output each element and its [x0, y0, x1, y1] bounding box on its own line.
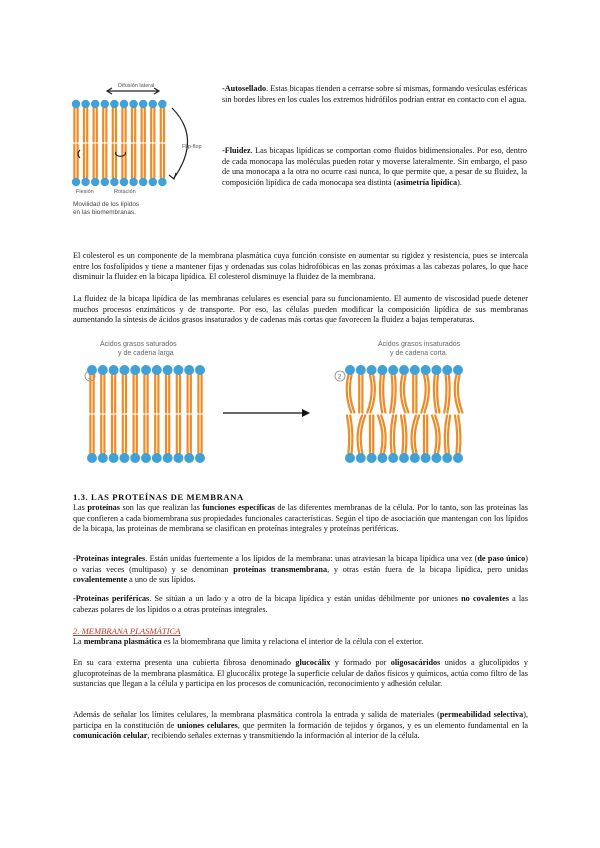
saturated-lipid-head — [119, 365, 129, 375]
unsaturated-lipid-tail — [350, 375, 354, 413]
mobility-lipid-head — [91, 100, 99, 108]
saturated-lipid-head — [141, 365, 151, 375]
saturated-label-line1: Ácidos grasos saturados — [100, 341, 177, 348]
unsaturated-lipid-head — [421, 453, 431, 463]
fluidez-paragraph: -Fluidez. Las bicapas lipídicas se comportan como fluidos bidimensionales. Por eso, dentro de cada monocapa las moléculas pueden rotar y moverse lateralmente. Sin embargo, el paso de una monocapa a la otra no ocurre casi nunca, lo que permite que, a pesar de su fluidez, la composición lipídica de cada monocapa sea distinta (asimetría lipídica). — [222, 146, 527, 187]
unsaturated-lipid-head — [356, 365, 366, 375]
flexion-label: Flexión — [76, 189, 94, 195]
membrana-paragraph-1: La membrana plasmática es la biomembrana que limita y relaciona el interior de la célula con el exterior. — [73, 637, 424, 646]
membrana-heading: 2. MEMBRANA PLASMÁTICA — [73, 626, 181, 636]
proteinas-heading: 1.3. LAS PROTEÍNAS DE MEMBRANA — [73, 492, 244, 502]
unsaturated-lipid-tail — [455, 416, 457, 454]
figure1-caption: Movilidad de los lípidos en las biomembranas. — [73, 201, 140, 216]
saturated-lipid-head — [173, 365, 183, 375]
saturated-lipid-head — [173, 453, 183, 463]
saturated-lipid-head — [87, 453, 97, 463]
unsaturated-lipid-head — [356, 453, 366, 463]
unsaturated-bilayer — [345, 365, 463, 463]
mobility-lipid-head — [120, 100, 128, 108]
mobility-lipid-head — [129, 178, 137, 186]
funciones-membrana-paragraph: Además de señalar los límites celulares, la membrana plasmática controla la entrada y salida de materiales (permeabilidad selectiva), participa en la constitución de uniones celulares, que permiten la formación de tejidos y órganos, y es un elemento fundamental en la comunicación celular, recibiendo señales externas y transmitiendo la información al interior de la célula. — [73, 710, 528, 741]
unsaturated-lipid-head — [388, 365, 398, 375]
unsaturated-lipid-head — [399, 365, 409, 375]
saturated-lipid-head — [184, 453, 194, 463]
autosellado-paragraph: -Autosellado. Estas bicapas tienden a cerrarse sobre sí mismas, formando vesículas esféricas sin bordes libres en los cuales los extremos hidrófilos podrían entrar en contacto con el agua. — [222, 84, 527, 104]
saturated-lipid-head — [152, 365, 162, 375]
unsaturated-lipid-tail — [444, 375, 446, 413]
unsaturated-lipid-tail — [383, 375, 385, 413]
unsaturated-lipid-head — [453, 365, 463, 375]
mobility-lipid-head — [120, 178, 128, 186]
unsaturated-lipid-head — [345, 365, 355, 375]
mobility-lipid-head — [149, 100, 157, 108]
mobility-lipid-head — [139, 100, 147, 108]
mobility-lipid-head — [72, 100, 80, 108]
saturated-lipid-head — [98, 453, 108, 463]
unsaturated-lipid-tail — [432, 416, 436, 454]
unsaturated-lipid-tail — [391, 416, 393, 454]
lipid-bilayer-diagram — [72, 100, 167, 186]
transition-arrowhead — [302, 409, 310, 417]
saturated-lipid-head — [195, 365, 205, 375]
unsaturated-lipid-tail — [404, 375, 408, 413]
glucocalix-paragraph: En su cara externa presenta una cubierta fibrosa denominado glucocálix y formado por oligosacáridos unidos a glucolípidos y glucoproteínas de la membrana plasmática. El glucocálix protege la superficie celular de daños físicos y químicos, actúa como filtro de las sustancias que llegan a la célula y participa en los procesos de comunicación, reconocimiento y adhesión celular. — [73, 658, 528, 689]
unsaturated-lipid-tail — [350, 416, 352, 454]
unsaturated-lipid-tail — [347, 416, 349, 454]
saturated-lipid-head — [109, 453, 119, 463]
colesterol-paragraph: El colesterol es un componente de la membrana plasmática cuya función consiste en aumentar su rigidez y resistencia, pues se intercala entre los fosfolípidos y tiene a mantener fijas y ordenadas sus colas hidrofóbicas en las zonas próximas a las cabezas polares, lo que hace disminuir la fluidez en la bicapa lipídica. El colesterol disminuye la fluidez de la membrana. — [73, 251, 528, 282]
unsaturated-lipid-tail — [367, 375, 371, 413]
mobility-lipid-head — [139, 178, 147, 186]
unsaturated-lipid-tail — [447, 375, 449, 413]
saturated-lipid-head — [119, 453, 129, 463]
unsaturated-lipid-head — [377, 453, 387, 463]
unsaturated-lipid-tail — [390, 375, 392, 413]
mobility-lipid-head — [110, 100, 118, 108]
unsaturated-lipid-tail — [380, 375, 382, 413]
unsaturated-lipid-tail — [437, 375, 439, 413]
fatty-acid-comparison-figure — [78, 336, 528, 478]
unsaturated-lipid-head — [453, 453, 463, 463]
unsaturated-lipid-tail — [458, 375, 462, 413]
unsaturated-lipid-head — [421, 365, 431, 375]
proteinas-paragraph-1: Las proteínas son las que realizan las funciones específicas de las diferentes membranas de la célula. Por lo tanto, son las proteínas las que confieren a cada biomembrana sus propiedades funcionales características. Según el tipo de asociación que mantengan con los lípidos de la bicapa, las proteínas de membrana se clasifican en proteínas integrales y proteínas periféricas. — [73, 503, 528, 534]
unsaturated-lipid-tail — [394, 416, 396, 454]
unsaturated-label-line1: Ácidos grasos insaturados — [378, 341, 461, 348]
unsaturated-label-line2: y de cadena corta. — [390, 350, 448, 357]
viscosidad-paragraph: La fluidez de la bicapa lipídica de las membranas celulares es esencial para su funcionamiento. El aumento de viscosidad puede detener muchos procesos enzimáticos y de transporte. Por eso, las células pueden modificar la composición lipídica de sus membranas aumentando la síntesis de ácidos grasos insaturados y de cadenas más cortas que favorecen la fluidez a bajas temperaturas. — [73, 294, 528, 325]
lateral-diffusion-label: Difusión lateral — [118, 83, 155, 89]
mobility-lipid-head — [129, 100, 137, 108]
unsaturated-lipid-tail — [361, 416, 365, 454]
unsaturated-lipid-tail — [378, 416, 382, 454]
saturated-lipid-head — [141, 453, 151, 463]
mobility-lipid-head — [149, 178, 157, 186]
unsaturated-lipid-head — [442, 365, 452, 375]
mobility-lipid-head — [110, 178, 118, 186]
svg-text:1: 1 — [88, 374, 92, 381]
unsaturated-lipid-head — [367, 365, 377, 375]
unsaturated-lipid-head — [388, 453, 398, 463]
unsaturated-lipid-tail — [458, 416, 460, 454]
unsaturated-lipid-tail — [401, 416, 403, 454]
unsaturated-lipid-tail — [415, 416, 419, 454]
flip-flop-label: Flip-flop — [182, 144, 202, 150]
flip-flop-arrow — [172, 108, 188, 178]
unsaturated-lipid-head — [410, 453, 420, 463]
saturated-lipid-head — [130, 453, 140, 463]
rotation-label: Rotación — [114, 189, 136, 195]
mobility-lipid-head — [101, 100, 109, 108]
unsaturated-lipid-tail — [393, 375, 395, 413]
saturated-lipid-head — [98, 365, 108, 375]
saturated-lipid-head — [163, 453, 173, 463]
saturated-lipid-head — [184, 365, 194, 375]
saturated-label-line2: y de cadena larga — [118, 350, 174, 357]
saturated-lipid-head — [87, 365, 97, 375]
unsaturated-lipid-head — [367, 453, 377, 463]
mobility-lipid-head — [81, 178, 89, 186]
svg-text:2: 2 — [338, 374, 342, 381]
unsaturated-lipid-tail — [404, 416, 406, 454]
saturated-bilayer — [87, 365, 205, 463]
unsaturated-lipid-head — [377, 365, 387, 375]
saturated-lipid-head — [109, 365, 119, 375]
proteinas-integrales-paragraph: -Proteínas integrales. Están unidas fuertemente a los lípidos de la membrana: unas atraviesan la bicapa lipídica una vez (de paso único) o varias veces (multipaso) y se denominan proteínas transmembrana, y otras están fuera de la bicapa lipídica, pero unidas covalentemente a uno de sus lípidos. — [73, 554, 528, 585]
saturated-lipid-head — [152, 453, 162, 463]
unsaturated-lipid-head — [431, 453, 441, 463]
mobility-lipid-head — [158, 100, 166, 108]
mobility-lipid-head — [81, 100, 89, 108]
unsaturated-lipid-head — [345, 453, 355, 463]
mobility-lipid-head — [101, 178, 109, 186]
unsaturated-lipid-head — [431, 365, 441, 375]
proteinas-perifericas-paragraph: -Proteínas periféricas. Se sitúan a un lado y a otro de la bicapa lipídica y están unidas débilmente por uniones no covalentes a las cabezas polares de los lípidos o a otras proteínas integrales. — [73, 594, 529, 614]
lipid-mobility-figure — [68, 78, 218, 218]
saturated-lipid-head — [130, 365, 140, 375]
mobility-lipid-head — [91, 178, 99, 186]
unsaturated-lipid-tail — [445, 416, 447, 454]
unsaturated-lipid-head — [399, 453, 409, 463]
unsaturated-lipid-tail — [448, 416, 450, 454]
unsaturated-lipid-tail — [434, 375, 436, 413]
mobility-lipid-head — [158, 178, 166, 186]
saturated-lipid-head — [195, 453, 205, 463]
saturated-lipid-head — [163, 365, 173, 375]
unsaturated-lipid-head — [442, 453, 452, 463]
unsaturated-lipid-head — [410, 365, 420, 375]
unsaturated-lipid-tail — [421, 375, 425, 413]
mobility-lipid-head — [72, 178, 80, 186]
